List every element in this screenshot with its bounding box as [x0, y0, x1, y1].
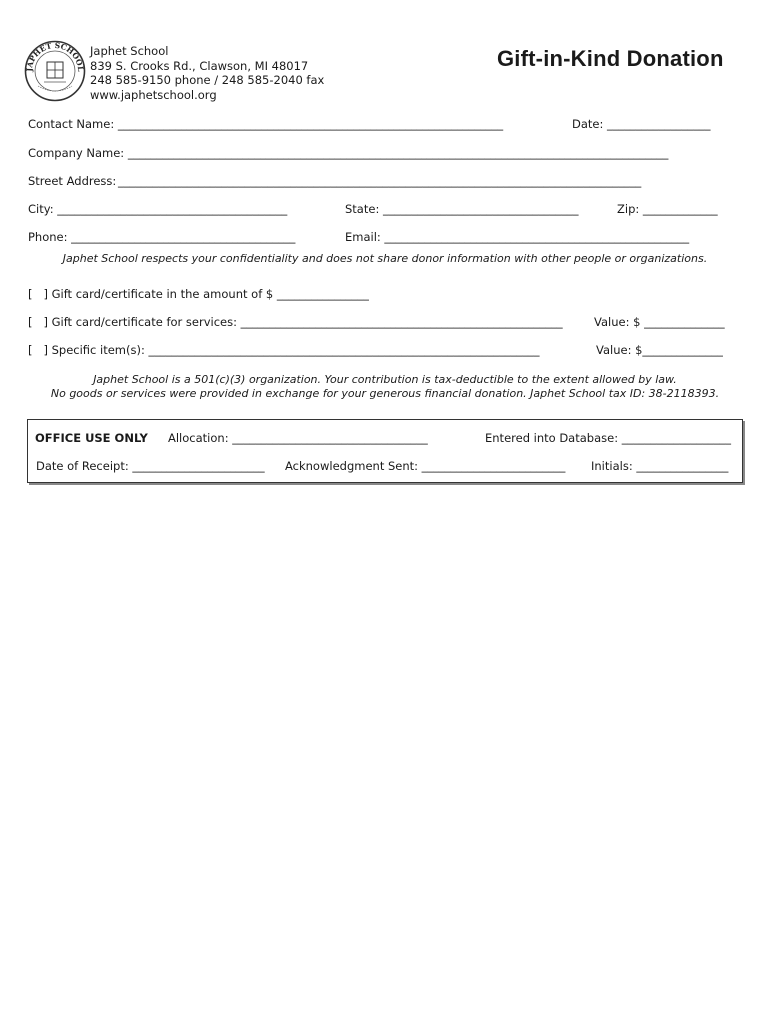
phone-field[interactable]: Phone: _______________________________________ [28, 230, 296, 244]
tax-note-line1: Japhet School is a 501(c)(3) organization. Your contribution is tax-deductible to the extent allowed by law. [93, 373, 677, 386]
office-use-box [27, 419, 743, 483]
school-seal-logo [24, 40, 86, 102]
allocation-field[interactable]: Allocation: __________________________________ [168, 431, 428, 445]
initials-field[interactable]: Initials: ________________ [591, 459, 729, 473]
school-phone-fax: 248 585-9150 phone / 248 585-2040 fax [90, 73, 325, 87]
zip-field[interactable]: Zip: _____________ [617, 202, 718, 216]
school-name: Japhet School [90, 44, 169, 58]
contact-name-field[interactable]: Contact Name: ___________________________________________________________________ [28, 117, 504, 131]
tax-note-line2: No goods or services were provided in exchange for your generous financial donation. Japhet School tax ID: 38-2118393. [50, 387, 720, 400]
form-title: Gift-in-Kind Donation [497, 46, 724, 71]
gift-card-services-option[interactable]: [ ] Gift card/certificate for services: ________________________________________________________ [28, 315, 563, 329]
city-field[interactable]: City: ________________________________________ [28, 202, 288, 216]
school-website: www.japhetschool.org [90, 88, 217, 102]
state-field[interactable]: State: __________________________________ [345, 202, 579, 216]
company-name-field[interactable]: Company Name: ______________________________________________________________________________________________ [28, 146, 669, 160]
office-use-heading: OFFICE USE ONLY [35, 431, 148, 445]
street-address-field[interactable]: ___________________________________________________________________________________________ [118, 174, 642, 188]
school-address: 839 S. Crooks Rd., Clawson, MI 48017 [90, 59, 309, 73]
specific-items-option[interactable]: [ ] Specific item(s): ____________________________________________________________________ [28, 343, 540, 357]
acknowledgment-sent-field[interactable]: Acknowledgment Sent: _________________________ [285, 459, 566, 473]
date-of-receipt-field[interactable]: Date of Receipt: _______________________ [36, 459, 265, 473]
email-field[interactable]: Email: _____________________________________________________ [345, 230, 690, 244]
street-address-label: Street Address: [28, 174, 117, 188]
logo-text: JAPHET SCHOOL [24, 40, 86, 72]
entered-database-field[interactable]: Entered into Database: ___________________ [485, 431, 731, 445]
gift-card-services-value[interactable]: Value: $ ______________ [594, 315, 725, 329]
confidentiality-note: Japhet School respects your confidentiality and does not share donor information with other people or organizations. [62, 252, 708, 265]
specific-items-value[interactable]: Value: $______________ [596, 343, 723, 357]
gift-card-amount-option[interactable]: [ ] Gift card/certificate in the amount of $ ________________ [28, 287, 369, 301]
date-field[interactable]: Date: __________________ [572, 117, 711, 131]
